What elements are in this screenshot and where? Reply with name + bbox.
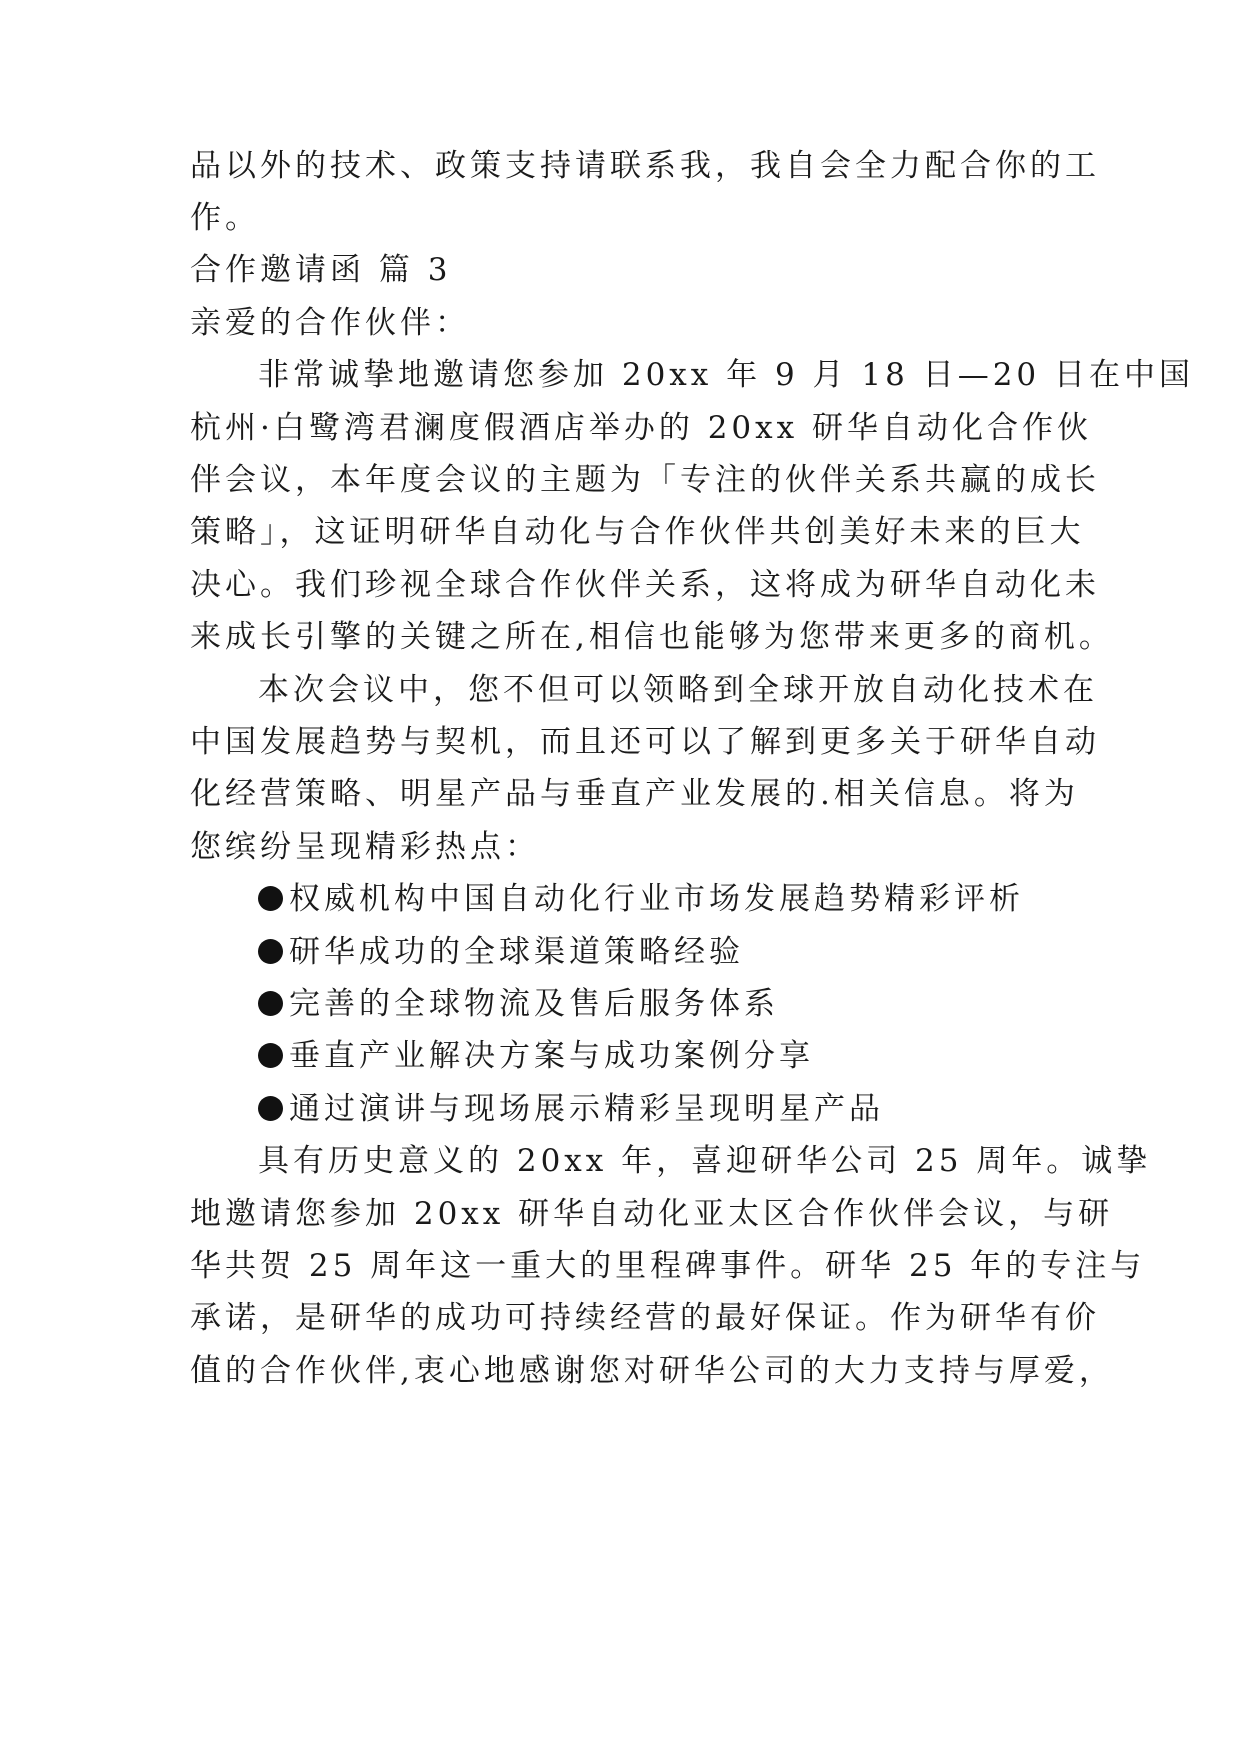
bullet-item bbox=[258, 1036, 814, 1076]
paragraph-line: 具有历史意义的 20xx 年，喜迎研华公司 25 周年。诚挚 bbox=[258, 1143, 1152, 1179]
paragraph-line: 中国发展趋势与契机，而且还可以了解到更多关于研华自动 bbox=[190, 724, 1100, 760]
paragraph-line: 来成长引擎的关键之所在,相信也能够为您带来更多的商机。 bbox=[190, 619, 1114, 655]
paragraph-line: 作。 bbox=[190, 200, 260, 236]
paragraph-line: 华共贺 25 周年这一重大的里程碑事件。研华 25 年的专注与 bbox=[190, 1248, 1146, 1284]
paragraph-line: 伴会议，本年度会议的主题为「专注的伙伴关系共赢的成长 bbox=[190, 462, 1100, 498]
bullet-item bbox=[258, 879, 1024, 919]
paragraph-line: 承诺，是研华的成功可持续经营的最好保证。作为研华有价 bbox=[190, 1300, 1100, 1336]
bullet-item bbox=[258, 1089, 884, 1129]
bullet-text: 研华成功的全球渠道策略经验 bbox=[289, 934, 744, 970]
bullet-text: 通过演讲与现场展示精彩呈现明星产品 bbox=[289, 1091, 884, 1127]
paragraph-line: 化经营策略、明星产品与垂直产业发展的.相关信息。将为 bbox=[190, 776, 1079, 812]
paragraph-line: 决心。我们珍视全球合作伙伴关系，这将成为研华自动化未 bbox=[190, 567, 1100, 603]
paragraph-line: 非常诚挚地邀请您参加 20xx 年 9 月 18 日—20 日在中国 bbox=[258, 357, 1195, 393]
bullet-text: 垂直产业解决方案与成功案例分享 bbox=[289, 1038, 814, 1074]
paragraph-line: 本次会议中，您不但可以领略到全球开放自动化技术在 bbox=[258, 672, 1098, 708]
bullet-dot-icon bbox=[258, 939, 283, 964]
paragraph-line: 品以外的技术、政策支持请联系我，我自会全力配合你的工 bbox=[190, 148, 1100, 184]
paragraph-line: 您缤纷呈现精彩热点： bbox=[190, 829, 540, 865]
bullet-item bbox=[258, 932, 744, 972]
paragraph-line: 策略」，这证明研华自动化与合作伙伴共创美好未来的巨大 bbox=[190, 514, 1085, 550]
bullet-dot-icon bbox=[258, 1096, 283, 1121]
paragraph-line: 值的合作伙伴,衷心地感谢您对研华公司的大力支持与厚爱， bbox=[190, 1353, 1114, 1389]
bullet-dot-icon bbox=[258, 886, 283, 911]
bullet-text: 完善的全球物流及售后服务体系 bbox=[289, 986, 779, 1022]
bullet-dot-icon bbox=[258, 991, 283, 1016]
paragraph-line: 地邀请您参加 20xx 研华自动化亚太区合作伙伴会议，与研 bbox=[190, 1196, 1114, 1232]
salutation: 亲爱的合作伙伴： bbox=[190, 305, 470, 341]
bullet-dot-icon bbox=[258, 1043, 283, 1068]
section-heading: 合作邀请函 篇 3 bbox=[190, 252, 452, 288]
bullet-text: 权威机构中国自动化行业市场发展趋势精彩评析 bbox=[289, 881, 1024, 917]
paragraph-line: 杭州·白鹭湾君澜度假酒店举办的 20xx 研华自动化合作伙 bbox=[190, 410, 1092, 446]
bullet-item bbox=[258, 984, 779, 1024]
